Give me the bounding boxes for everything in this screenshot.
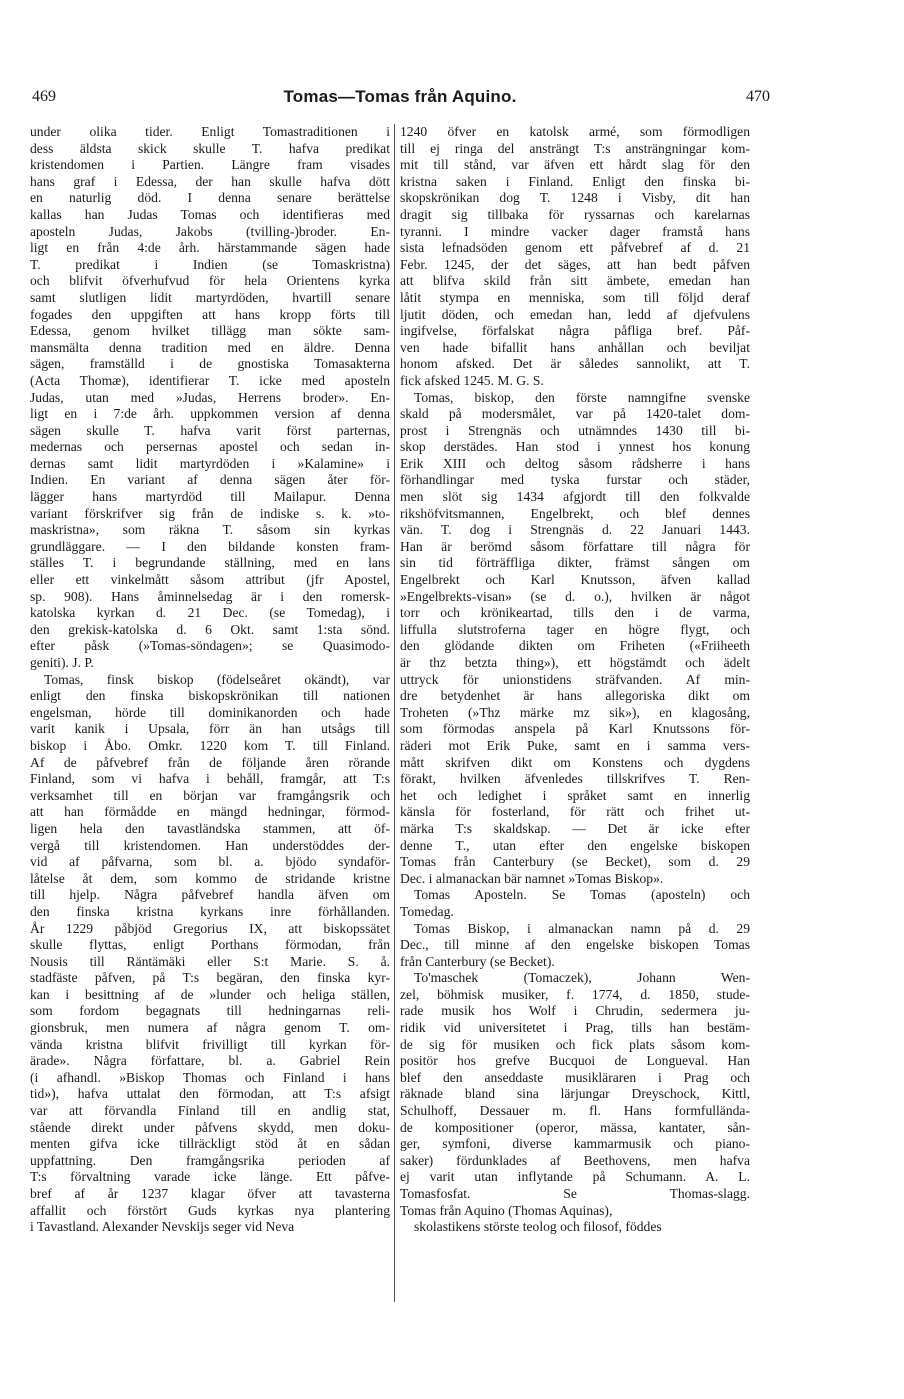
right-column-line: skald på modersmålet, var på 1420-talet dom- [400,406,750,422]
right-column-line: Tomas från Canterbury (se Becket), som d. 29 [400,854,750,870]
left-column-line: sägen, framställd i de gnostiska Tomasakterna [30,356,390,372]
left-column-line: tid»), hafva uttalat den förmodan, att T:s afsigt [30,1086,390,1102]
left-column-line: ligt en från 4:de årh. härstammande sägen hade [30,240,390,256]
left-column-line: efter påsk (»Tomas-söndagen»; se Quasimodo- [30,638,390,654]
left-column-line: låtelse åt dem, som kommo de stridande kristne [30,870,390,886]
left-column-line: till hjelp. Några påfvebref handla äfven om [30,887,390,903]
left-column-line: kan i besittning af de »lunder och heliga ställen, [30,986,390,1002]
right-column-line: dre betydenhet är hans allegoriska dikt om [400,688,750,704]
left-column-line: ligt en i 7:de årh. uppkommen version af denna [30,406,390,422]
left-column-line: en naturlig död. I denna senare berättelse [30,190,390,206]
right-column-line: från Canterbury (se Becket). [400,953,555,969]
left-column-line: biskop i Åbo. Omkr. 1220 kom T. till Finland. [30,737,390,753]
right-column-line: zel, böhmisk musiker, f. 1774, d. 1850, stude- [400,986,750,1002]
left-column-line: bref af år 1237 klagar öfver att tavasterna [30,1186,390,1201]
right-column-line: skop derstädes. Han stod i ynnest hos konung [400,439,750,455]
right-column-line: het och ledighet i språket samt en innerlig [400,787,750,803]
right-column-line: räderi mot Erik Puke, samt en i samma vers- [400,737,750,753]
right-column-line: är thz betzta thing»), ett högstämdt och ädelt [400,655,750,670]
right-column-line: blef den anseddaste musikläraren i Prag och [400,1069,750,1085]
right-column-line: Schulhoff, Dessauer m. fl. Hans formfullända- [400,1103,750,1119]
left-column-line: vända kristna blifvit frivilligt till kyrkan för- [30,1036,390,1052]
left-column-line: Af de påfvebref från de följande åren rörande [30,754,390,770]
right-column-line: prost i Strengnäs och utnämndes 1430 till bi- [400,422,750,438]
running-header [30,88,770,112]
right-column-line: känsla för fosterland, för rätt och frihet ut- [400,804,750,820]
right-column-line: uttryck för unionstidens sträfvanden. Af min- [400,671,750,687]
left-column-line: maskristna», som räkna T. såsom sin kyrkas [30,522,390,538]
right-column-line: vän. T. dog i Strengnäs d. 22 Januari 1443. [400,522,750,538]
left-column-line: ligen hela den tavastländska stammen, att öf- [30,820,390,836]
right-column-line: till ej ringa del ansträngt T:s ansträngningar kom- [400,140,750,156]
left-column-line: ställes T. i begrundande ställning, med en lans [30,555,390,571]
right-column-line: positör hos grefve Bucquoi de Longueval. Han [400,1053,750,1069]
left-column-line: hans graf i Edessa, der han skulle hafva dött [30,173,390,189]
left-column-line: dess äldsta skick skulle T. hafva predikat [30,140,390,156]
left-column-line: och blifvit öfverhufvud för hela Orientens kyrka [30,273,390,289]
left-column-line: kristendomen i Partien. Längre fram visades [30,157,390,173]
left-column-line: katolska kyrkan d. 21 Dec. (se Tomedag), i [30,605,390,621]
left-column-line: eller ett vinkelmått såsom attribut (jfr Apostel, [30,572,390,588]
right-column-line: de kompositioner (operor, mässa, kantater, sån- [400,1119,750,1135]
left-column-line: ärade». Några författare, bl. a. Gabriel Rein [30,1053,390,1069]
left-column-line: gionsbruk, men numera af några genom T. om- [30,1020,390,1036]
right-column-line: Tomas från Aquino (Thomas Aquinas), [400,1202,613,1218]
left-column-line: variant förskrifver sig från de indiske s. k. »to- [30,505,390,521]
right-column-line: ger, symfoni, diverse kammarmusik och piano- [400,1136,750,1152]
right-column-line: ven hade bifallit hans anhållan och beviljat [400,339,750,355]
right-column-line: Tomas, biskop, den förste namngifne svenske [414,389,750,405]
left-column-line: T. predikat i Indien (se Tomaskristna) [30,256,390,272]
right-column-line: ridik vid universitetet i Prag, tills han bestäm- [400,1020,750,1036]
left-column [30,124,390,1236]
right-column-line: Dec., till minne af den engelske biskopen Tomas [400,937,750,953]
left-column-line: mansmälta denna tradition med en äldre. Denna [30,339,390,355]
left-column-line: aposteln Judas, Jakobs (tvilling-)broder. En- [30,223,390,239]
left-column-line: engelsman, hörde till dominikanorden och hade [30,704,390,720]
right-column-line: de sig för musiken och fick plats såsom kom- [400,1036,750,1052]
right-column-line: fick afsked 1245. M. G. S. [400,372,544,388]
left-column-line: vid af påfvarna, som bl. a. bjödo syndaför- [30,854,390,870]
left-column-line: medernas och persernas apostel och sedan in- [30,439,390,455]
left-column-line: den grekisk-katolska d. 6 Okt. samt 1:sta sönd. [30,621,390,637]
right-column-line: kristna saken i Finland. Enligt den finska bi- [400,173,750,189]
right-column-line: förhandlingar med tyska furstar och städer, [400,472,750,488]
right-column-line: tyranni. I mindre vacker dager framstå hans [400,223,750,239]
right-column-line: dragit sig tillbaka för ryssarnas och karelarnas [400,206,750,222]
right-column-line: Troheten (»Thz märke mz sik»), en klagosång, [400,704,750,720]
left-column-line: den finska kristna kyrkans inre förhållanden. [30,903,390,919]
left-column-line: fogades den uppgiften att hans kropp förts till [30,306,390,322]
right-column-line: sin tid förträffliga dikter, främst sången om [400,555,750,571]
right-column-line: saker) fördunklades af Beethovens, men hafva [400,1152,750,1168]
right-column-line: Dec. i almanackan bär namnet »Tomas Biskop». [400,870,664,886]
right-column-line: mit till stånd, var äfven ett hårdt slag för den [400,157,750,173]
left-column-line: stående direkt under påfvens skydd, men doku- [30,1119,390,1135]
column-divider [394,124,395,1302]
left-column-line: samt slutligen lidit martyrdöden, hvartill senare [30,289,390,305]
left-column-line: varit kanik i Upsala, förr än han utsågs till [30,721,390,737]
left-column-line: i Tavastland. Alexander Nevskijs seger vid Neva [30,1219,295,1235]
page-number-left: 469 [32,88,56,105]
right-column-line: att blifva skild från sitt ämbete, emedan han [400,273,750,289]
left-column-line: lägger hans martyrdöd till Mailapur. Denna [30,489,390,505]
right-column-line: Erik XIII och deltog såsom rådsherre i hans [400,455,750,471]
right-column-line: Febr. 1245, der det säges, att han bedt påfven [400,256,750,272]
left-column-line: Finland, som vi hafva i behåll, framgår, att T:s [30,771,390,787]
left-column-line: dernas samt lidit martyrdöden i »Kalamine» i [30,455,390,471]
right-column-line: den glödande dikten om Friheten («Friiheeth [400,638,750,654]
right-column-line: ej varit utan inflytande på Schumann. A. L. [400,1169,750,1185]
right-column-line: denne T., utan efter den engelske biskopen [400,837,750,853]
left-column-line: som fordom begagnats till hedningarnas reli- [30,1003,390,1019]
right-column-line: märka T:s skaldskap. — Det är icke efter [400,820,750,836]
left-column-line: Edessa, genom hvilket tillägg man sökte sam- [30,323,390,339]
right-column-line: To'maschek (Tomaczek), Johann Wen- [414,970,750,986]
right-column-line: räknade bland sina lärjungar Dreyschock, Kittl, [400,1086,750,1102]
left-column-line: uppfattning. Den framgångsrika perioden af [30,1152,390,1168]
right-column [400,124,750,1236]
right-column-line: sista lefnadsöden genom ett påfvebref af d. 21 [400,240,750,256]
right-column-line: Tomas Aposteln. Se Tomas (aposteln) och [414,887,750,903]
left-column-line: sägen skulle T. hafva varit först parternas, [30,422,390,438]
left-column-line: verksamhet till en början var framgångsrik och [30,787,390,803]
right-column-line: som förmodas anspela på Karl Knutssons för- [400,721,750,737]
left-column-line: Nousis till Räntämäki eller S:t Marie. S. å. [30,953,390,969]
right-column-line: förakt, hvilken äfvenledes tillskrifves T. Ren- [400,771,750,787]
left-column-line: kallas han Judas Tomas och identifieras med [30,206,390,222]
left-column-line: (Acta Thomæ), identifierar T. icke med aposteln [30,372,390,388]
left-column-line: stadfäste påfven, på T:s begäran, den finska kyr- [30,970,390,986]
right-column-line: men slöt sig 1434 afgjordt till den folkvalde [400,489,750,505]
left-column-line: År 1229 påbjöd Gregorius IX, att biskopssätet [30,920,390,936]
right-column-line: Tomasfosfat. Se Thomas-slagg. [400,1186,750,1201]
left-column-line: vergå till kristendomen. Han understöddes der- [30,837,390,853]
right-column-line: Tomas Biskop, i almanackan namn på d. 29 [414,920,750,936]
left-column-line: att han förmådde en mängd hedningar, förmod- [30,804,390,820]
right-column-line: Tomedag. [400,903,454,919]
right-column-line: Han är berömd såsom författare till några för [400,538,750,554]
left-column-line: sp. 908). Hans åminnelsedag är i den romersk- [30,588,390,604]
left-column-line: var att förvandla Finland till en andlig stat, [30,1103,390,1119]
left-column-line: geniti). J. P. [30,655,94,670]
left-column-line: T:s förvaltning varade icke länge. Ett påfve- [30,1169,390,1185]
page-number-right: 470 [746,88,770,105]
right-column-line: torr och krönikeartad, tills den i de varma, [400,605,750,621]
left-column-line: under olika tider. Enligt Tomastraditionen i [30,124,390,139]
right-column-line: »Engelbrekts-visan» (se d. o.), hvilken är något [400,588,750,604]
right-column-line: rikshöfvitsmannen, Engelbrekt, och blef dennes [400,505,750,521]
left-column-line: enligt den finska biskopskrönikan till nationen [30,688,390,704]
left-column-line: Judas, utan med »Judas, Herrens broder». En- [30,389,390,405]
right-column-line: ingifvelse, förfalskat några påfliga bref. Påf- [400,323,750,339]
left-column-line: skulle flyttas, enligt Porthans förmodan, från [30,937,390,953]
right-column-line: honom afsked. Det är således sannolikt, att T. [400,356,750,372]
right-column-line: ljutit döden, och emedan han, ledd af djefvulens [400,306,750,322]
right-column-line: Engelbrekt och Karl Knutsson, äfven kallad [400,572,750,588]
running-title: Tomas—Tomas från Aquino. [283,87,517,106]
right-column-line: rade musik hos Wolf i Chrudin, sedermera ju- [400,1003,750,1019]
right-column-line: skolastikens störste teolog och filosof, föddes [414,1219,662,1235]
right-column-line: låtit stympa en menniska, som till följd deraf [400,289,750,305]
right-column-line: 1240 öfver en katolsk armé, som förmodligen [400,124,750,139]
left-column-line: menten gifva icke tillräckligt stöd åt en sådan [30,1136,390,1152]
left-column-line: grundläggare. — I den bildande konsten fram- [30,538,390,554]
left-column-line: affallit och förstört Guds kyrkas nya plantering [30,1202,390,1218]
left-column-line: Indien. En variant af denna sägen åter för- [30,472,390,488]
right-column-line: liffulla slutstroferna tager en högre flygt, och [400,621,750,637]
left-column-line: (i afhandl. »Biskop Thomas och Finland i hans [30,1069,390,1085]
right-column-line: skopskrönikan dog T. 1248 i Visby, dit han [400,190,750,206]
left-column-line: Tomas, finsk biskop (födelseåret okändt), var [44,671,390,687]
right-column-line: mått skrifven dikt om Konstens och dygdens [400,754,750,770]
